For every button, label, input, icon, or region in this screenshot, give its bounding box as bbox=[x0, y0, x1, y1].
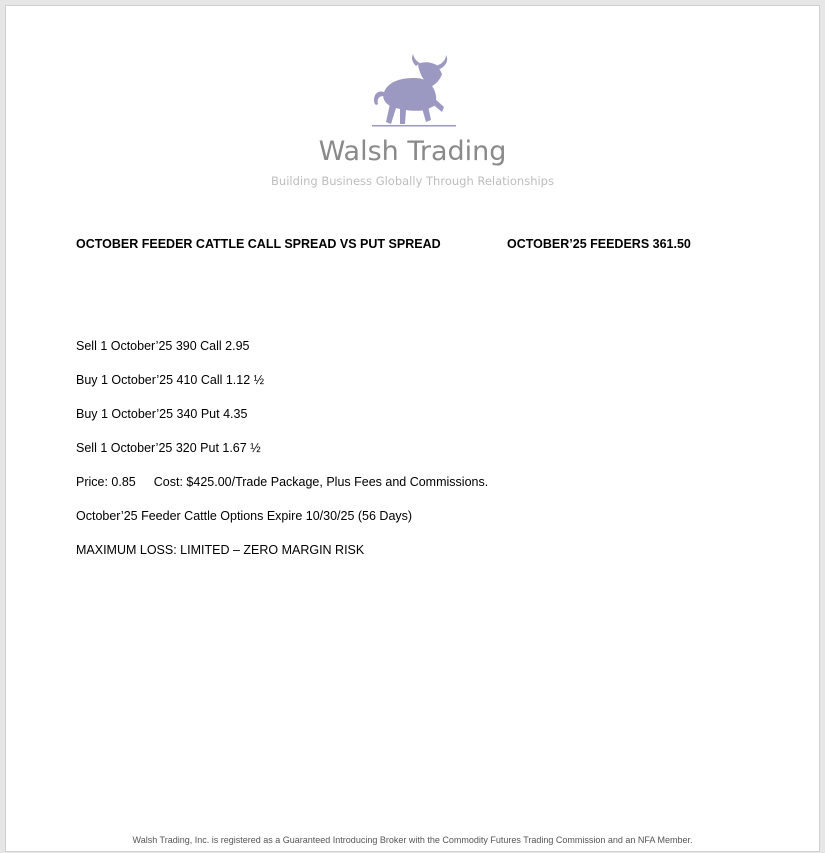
futures-price-title: OCTOBER’25 FEEDERS 361.50 bbox=[507, 237, 691, 251]
trade-leg-2: Buy 1 October’25 410 Call 1.12 ½ bbox=[76, 373, 265, 387]
trade-leg-3: Buy 1 October’25 340 Put 4.35 bbox=[76, 407, 248, 421]
cost-text: Cost: $425.00/Trade Package, Plus Fees and Commissions. bbox=[153, 475, 489, 489]
expiry-line: October’25 Feeder Cattle Options Expire 10/30/25 (56 Days) bbox=[76, 509, 413, 523]
price-cost-line bbox=[76, 475, 488, 489]
strategy-title: OCTOBER FEEDER CATTLE CALL SPREAD VS PUT SPREAD bbox=[76, 237, 441, 251]
price-text: Price: 0.85 bbox=[76, 475, 136, 489]
trade-leg-4: Sell 1 October’25 320 Put 1.67 ½ bbox=[76, 441, 261, 455]
document-page bbox=[6, 6, 819, 851]
company-logo bbox=[6, 52, 819, 192]
risk-line: MAXIMUM LOSS: LIMITED – ZERO MARGIN RISK bbox=[76, 543, 365, 557]
bull-icon bbox=[364, 52, 464, 132]
logo-name: Walsh Trading bbox=[318, 136, 507, 167]
trade-leg-1: Sell 1 October’25 390 Call 2.95 bbox=[76, 339, 250, 353]
logo-tagline: Building Business Globally Through Relationships bbox=[271, 174, 554, 188]
footer-disclaimer: Walsh Trading, Inc. is registered as a Guaranteed Introducing Broker with the Commodity Futures Trading Commission and an NFA Member. bbox=[132, 835, 693, 845]
